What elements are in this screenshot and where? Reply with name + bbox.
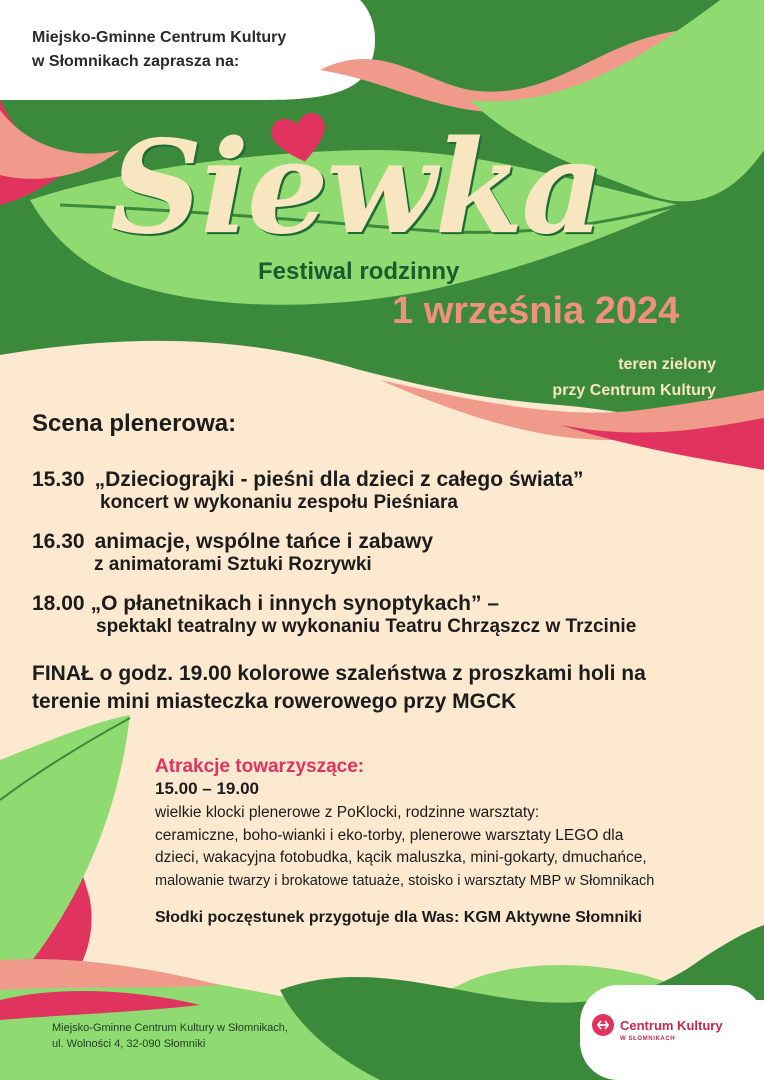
event-title: „Dzieciograjki - pieśni dla dzieci z całego świata” <box>94 468 584 491</box>
event-item <box>32 530 433 576</box>
venue-line-2: przy Centrum Kultury <box>552 382 716 399</box>
event-title: animacje, wspólne tańce i zabawy <box>94 530 434 553</box>
event-description: z animatorami Sztuki Rozrywki <box>94 554 372 575</box>
brand-name: Centrum Kultury <box>620 1018 723 1033</box>
venue-line-1: teren zielony <box>618 356 716 373</box>
stage-heading: Scena plenerowa: <box>32 410 237 437</box>
finale-announcement <box>32 660 732 716</box>
footer-line-2: ul. Wolności 4, 32-090 Słomniki <box>52 1038 206 1050</box>
event-time: 18.00 <box>32 592 85 615</box>
event-description: koncert w wykonaniu zespołu Pieśniara <box>100 492 458 513</box>
finale-line-2: terenie mini miasteczka rowerowego przy MGCK <box>32 690 517 713</box>
footer-line-1: Miejsko-Gminne Centrum Kultury w Słomnikach, <box>52 1022 288 1034</box>
event-time: 16.30 <box>32 530 85 553</box>
event-item <box>32 592 636 638</box>
event-item <box>32 468 584 514</box>
attractions-heading: Atrakcje towarzyszące: <box>155 756 365 777</box>
intro-line-1: Miejsko-Gminne Centrum Kultury <box>32 29 287 46</box>
footer-address <box>52 1020 322 1052</box>
finale-line-1: FINAŁ o godz. 19.00 kolorowe szaleństwa z proszkami holi na <box>32 662 646 685</box>
sweets-sponsor: Słodki poczęstunek przygotuje dla Was: KGM Aktywne Słomniki <box>155 909 642 926</box>
festival-date: 1 września 2024 <box>392 290 680 332</box>
attractions-line: malowanie twarzy i brokatowe tatuaże, stoisko i warsztaty MBP w Słomnikach <box>155 872 655 889</box>
organizer-intro <box>32 26 362 74</box>
brand-subtitle: W SŁOMNIKACH <box>620 1036 676 1042</box>
attractions-line: dzieci, wakacyjna fotobudka, kącik maluszka, mini-gokarty, dmuchańce, <box>155 849 647 866</box>
attractions-list <box>155 802 755 892</box>
event-time: 15.30 <box>32 468 85 491</box>
venue <box>466 352 716 404</box>
event-title: „O płanetnikach i innych synoptykach” – <box>90 592 500 615</box>
attractions-line: wielkie klocki plenerowe z PoKlocki, rodzinne warsztaty: <box>155 804 540 821</box>
attractions-line: ceramiczne, boho-wianki i eko-torby, plenerowe warsztaty LEGO dla <box>155 826 624 844</box>
centrum-kultury-logo-icon <box>592 1014 614 1036</box>
event-description: spektakl teatralny w wykonaniu Teatru Chrząszcz w Trzcinie <box>96 616 637 637</box>
attractions-time: 15.00 – 19.00 <box>155 779 259 798</box>
festival-subtitle: Festiwal rodzinny <box>258 258 460 285</box>
festival-logo: Siewka <box>110 113 603 263</box>
intro-line-2: w Słomnikach zaprasza na: <box>32 53 240 70</box>
